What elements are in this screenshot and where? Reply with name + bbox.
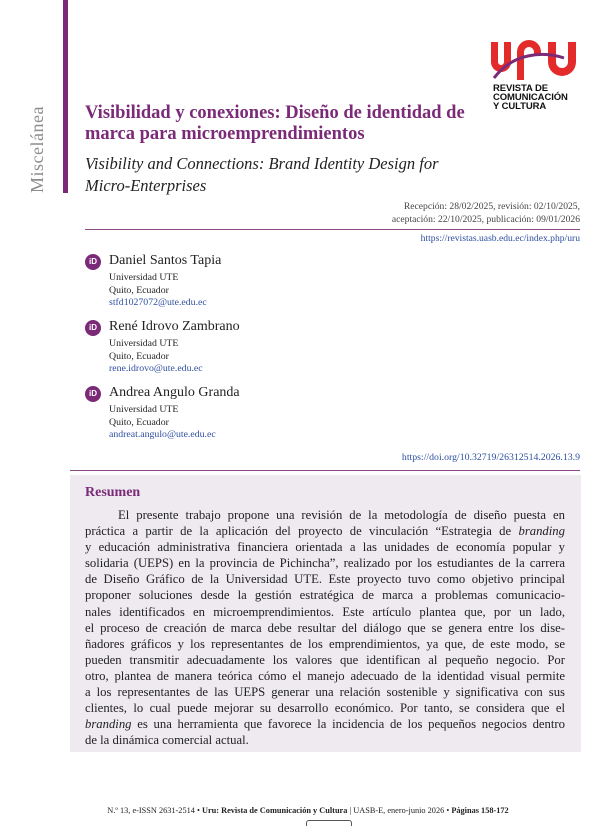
footer-issue: N.º 13, e-ISSN 2631-2514 xyxy=(107,806,195,815)
abstract-box xyxy=(70,475,581,752)
abstract-line: clientes, lo cual puede mejorar su desarrollo económico. Por tanto, se considera que el xyxy=(85,701,565,716)
abstract-line: práctica a partir de la aplicación del proyecto de vinculación “Estrategia de branding xyxy=(85,524,565,539)
abstract-heading: Resumen xyxy=(85,485,141,500)
orcid-icon[interactable]: iD xyxy=(85,254,101,270)
orcid-icon[interactable]: iD xyxy=(85,320,101,336)
page-footer: N.º 13, e-ISSN 2631-2514 • Uru: Revista de Comunicación y Cultura | UASB-E, enero-junio 2026 • Páginas 158-172 xyxy=(107,806,509,815)
author-email-link[interactable]: stfd1027072@ute.edu.ec xyxy=(109,297,207,308)
logo-wordmark: REVISTA DE COMUNICACIÓN Y CULTURA xyxy=(493,83,568,112)
uru-logo-mark xyxy=(488,38,582,82)
abstract-line: a los representantes de las UEPS generar una relación sostenible y significativa con sus xyxy=(85,685,565,700)
abstract-line: solidaria (UEPS) en la provincia de Pichincha”, realizado por los estudiantes de la carrera xyxy=(85,556,565,571)
abstract-line: El presente trabajo propone una revisión de la metodología de diseño puesta en xyxy=(118,508,565,522)
author-name: Andrea Angulo Granda xyxy=(109,385,240,400)
abstract-line: branding es una herramienta que favorece la incidencia de los pequeños negocios dentro xyxy=(85,717,565,732)
header-divider xyxy=(85,229,580,230)
author-affiliation: Universidad UTE Quito, Ecuador xyxy=(109,338,179,362)
abstract-line: otro, plantea de manera teórica cómo el manejo adecuado de la identidad visual permite xyxy=(85,668,565,683)
abstract-divider xyxy=(70,470,580,471)
footer-pages: Páginas 158-172 xyxy=(451,806,509,815)
publication-dates xyxy=(392,201,580,226)
footer-publisher: UASB-E, enero-junio 2026 xyxy=(353,806,445,815)
abstract-line: y educación administrativa financiera orientada a las unidades de economía popular y xyxy=(85,540,565,555)
author-affiliation: Universidad UTE Quito, Ecuador xyxy=(109,404,179,428)
journal-url-link[interactable]: https://revistas.uasb.edu.ec/index.php/uru xyxy=(420,233,580,244)
abstract-text xyxy=(85,507,565,748)
side-accent-bar xyxy=(63,0,68,193)
abstract-line: de Diseño Gráfico de la Universidad UTE. Este proyecto tuvo como objetivo principal xyxy=(85,572,565,587)
orcid-icon[interactable]: iD xyxy=(85,386,101,402)
abstract-line: el proceso de creación de marca debe resultar del diálogo que se genera entre los dise- xyxy=(85,620,565,635)
author-affiliation: Universidad UTE Quito, Ecuador xyxy=(109,272,179,296)
footer-journal: Uru: Revista de Comunicación y Cultura xyxy=(201,806,348,815)
doi-link[interactable]: https://doi.org/10.32719/26312514.2026.13.9 xyxy=(401,452,580,463)
author-email-link[interactable]: andreat.angulo@ute.edu.ec xyxy=(109,429,216,440)
author-email-link[interactable]: rene.idrovo@ute.edu.ec xyxy=(109,363,203,374)
section-label: Misceláneа xyxy=(27,106,47,193)
abstract-line: de la dinámica comercial actual. xyxy=(85,733,249,748)
author-name: Daniel Santos Tapia xyxy=(109,253,222,268)
article-title-spanish: Visibilidad y conexiones: Diseño de identidad de marca para microemprendimientos xyxy=(85,103,465,144)
abstract-line: pueden transmitir adecuadamente los valores que identifican al pequeño negocio. Por xyxy=(85,652,565,667)
creative-commons-badge-icon xyxy=(306,820,352,826)
journal-logo xyxy=(488,38,584,111)
abstract-line: nales identificados en microemprendimientos. Este artículo plantea que, por un lado, xyxy=(85,604,565,619)
dates-line-2: aceptación: 22/10/2025, publicación: 09/01/2026 xyxy=(391,213,580,225)
abstract-line: ñadores gráficos y los representantes de los emprendimientos, ya que, de este modo, se xyxy=(85,636,565,651)
article-title-english: Visibility and Connections: Brand Identity Design for Micro-Enterprises xyxy=(85,154,439,195)
dates-line-1: Recepción: 28/02/2025, revisión: 02/10/2025, xyxy=(403,201,580,212)
abstract-line: proponer soluciones desde la gestión estratégica de marca a problemas comunicacio- xyxy=(85,588,565,603)
author-name: René Idrovo Zambrano xyxy=(109,319,240,334)
